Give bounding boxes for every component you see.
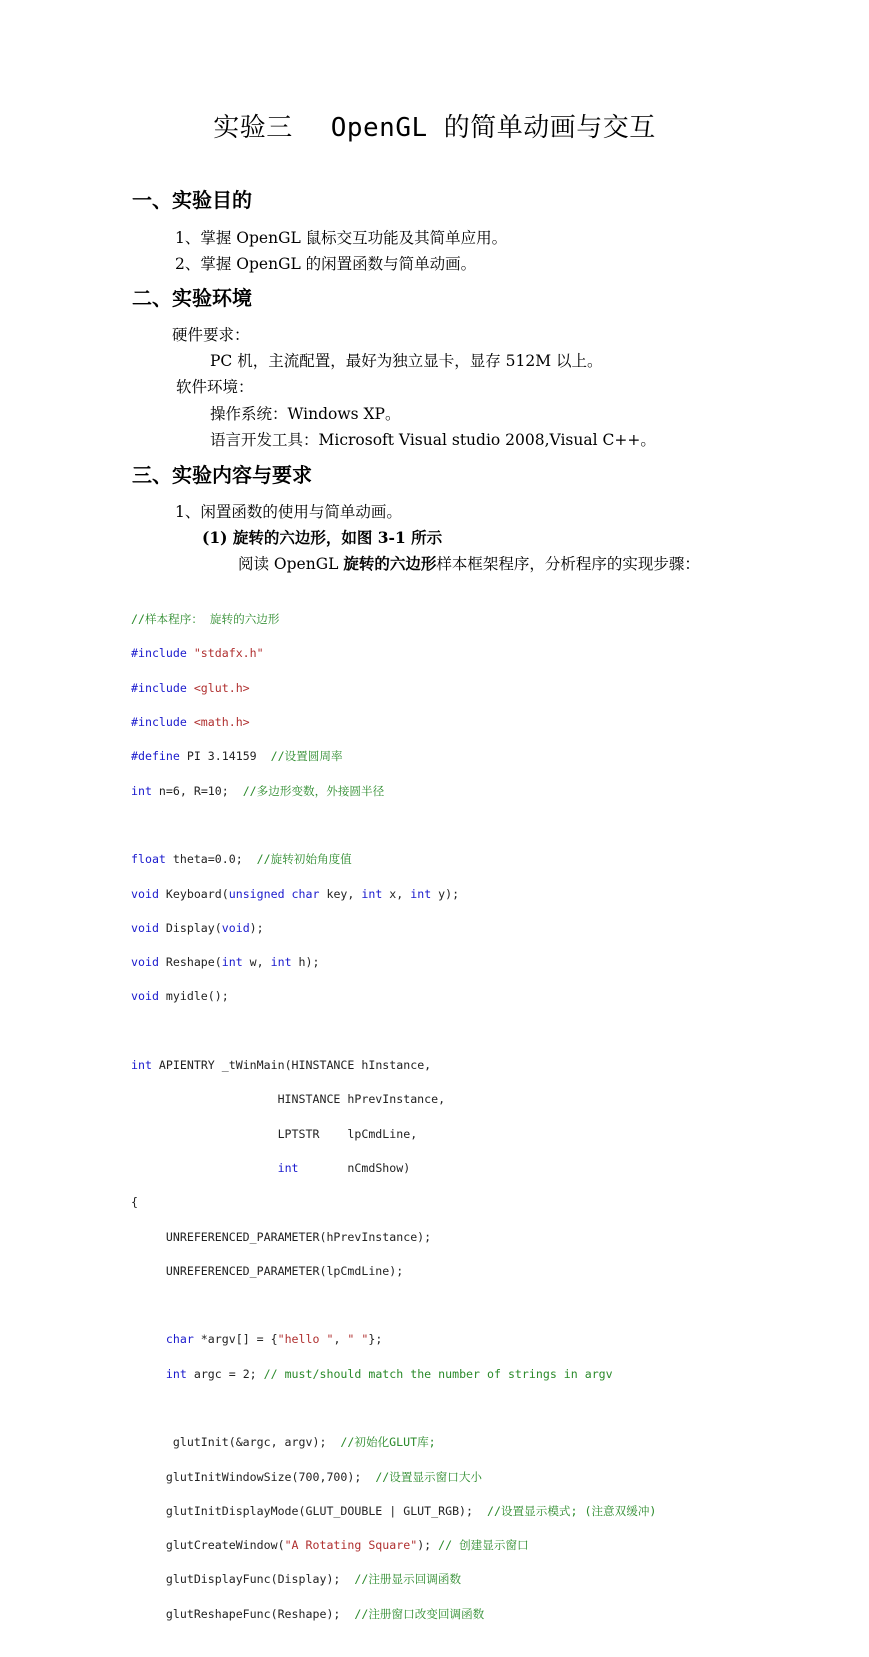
code-line: void Reshape(int w, int h); xyxy=(131,955,320,970)
code-line: { xyxy=(131,1195,138,1210)
code-line: void myidle(); xyxy=(131,989,229,1004)
code-listing xyxy=(131,594,831,1657)
code-line: #include <math.h> xyxy=(131,715,250,730)
code-line: LPTSTR lpCmdLine, xyxy=(131,1126,418,1141)
reading-instruction-post: 样本框架程序，分析程序的实现步骤： xyxy=(436,555,700,573)
content-item-1: 1、闲置函数的使用与简单动画。 xyxy=(175,503,402,521)
software-label: 软件环境： xyxy=(176,378,254,396)
code-line: glutInitDisplayMode(GLUT_DOUBLE | GLUT_RGB); //设置显示模式; (注意双缓冲) xyxy=(131,1503,657,1518)
code-line: //样本程序： 旋转的六边形 xyxy=(131,612,280,627)
section-heading-objectives: 一、实验目的 xyxy=(132,188,252,212)
title-subject: OpenGL 的简单动画与交互 xyxy=(330,113,656,143)
code-line: int n=6, R=10; //多边形变数，外接圆半径 xyxy=(131,783,385,798)
code-line: glutReshapeFunc(Reshape); //注册窗口改变回调函数 xyxy=(131,1606,485,1621)
hardware-requirements: PC 机，主流配置，最好为独立显卡，显存 512M 以上。 xyxy=(210,352,603,370)
content-subitem-1: (1) 旋转的六边形，如图 3-1 所示 xyxy=(202,528,443,547)
reading-instruction xyxy=(238,553,700,575)
code-line-blank xyxy=(131,1297,831,1314)
code-line: void Display(void); xyxy=(131,920,264,935)
section-heading-content: 三、实验内容与要求 xyxy=(132,463,312,487)
development-tools: 语言开发工具：Microsoft Visual studio 2008,Visual C++。 xyxy=(210,431,656,449)
code-line: #include <glut.h> xyxy=(131,680,250,695)
code-line: UNREFERENCED_PARAMETER(hPrevInstance); xyxy=(131,1229,432,1244)
code-line: float theta=0.0; //旋转初始角度值 xyxy=(131,852,352,867)
code-line: glutInitWindowSize(700,700); //设置显示窗口大小 xyxy=(131,1469,483,1484)
code-line-blank xyxy=(131,817,831,834)
code-line: #define PI 3.14159 //设置圆周率 xyxy=(131,749,343,764)
reading-instruction-emphasis: 旋转的六边形 xyxy=(343,554,437,573)
code-line: UNREFERENCED_PARAMETER(lpCmdLine); xyxy=(131,1263,404,1278)
code-line-blank xyxy=(131,1023,831,1040)
code-line: glutInit(&argc, argv); //初始化GLUT库; xyxy=(131,1435,436,1450)
page-title xyxy=(0,112,869,144)
code-line: glutCreateWindow("A Rotating Square"); // 创建显示窗口 xyxy=(131,1538,529,1553)
code-line: char *argv[] = {"hello ", " "}; xyxy=(165,1332,383,1347)
code-line: int APIENTRY _tWinMain(HINSTANCE hInstance, xyxy=(131,1058,432,1073)
objective-item-1: 1、掌握 OpenGL 鼠标交互功能及其简单应用。 xyxy=(175,229,508,247)
code-line: int argc = 2; // must/should match the number of strings in argv xyxy=(165,1366,613,1381)
code-line: #include "stdafx.h" xyxy=(131,646,264,661)
hardware-label: 硬件要求： xyxy=(172,326,250,344)
reading-instruction-pre: 阅读 OpenGL xyxy=(238,555,344,573)
code-line: void Keyboard(unsigned char key, int x, int y); xyxy=(131,886,460,901)
objective-item-2: 2、掌握 OpenGL 的闲置函数与简单动画。 xyxy=(175,255,477,273)
code-line-blank xyxy=(131,1400,831,1417)
code-line: HINSTANCE hPrevInstance, xyxy=(131,1092,446,1107)
operating-system: 操作系统：Windows XP。 xyxy=(210,405,401,423)
section-heading-environment: 二、实验环境 xyxy=(132,286,252,310)
code-line: int nCmdShow) xyxy=(277,1160,411,1175)
code-line: glutDisplayFunc(Display); //注册显示回调函数 xyxy=(131,1572,462,1587)
title-experiment-number: 实验三 xyxy=(213,113,293,143)
